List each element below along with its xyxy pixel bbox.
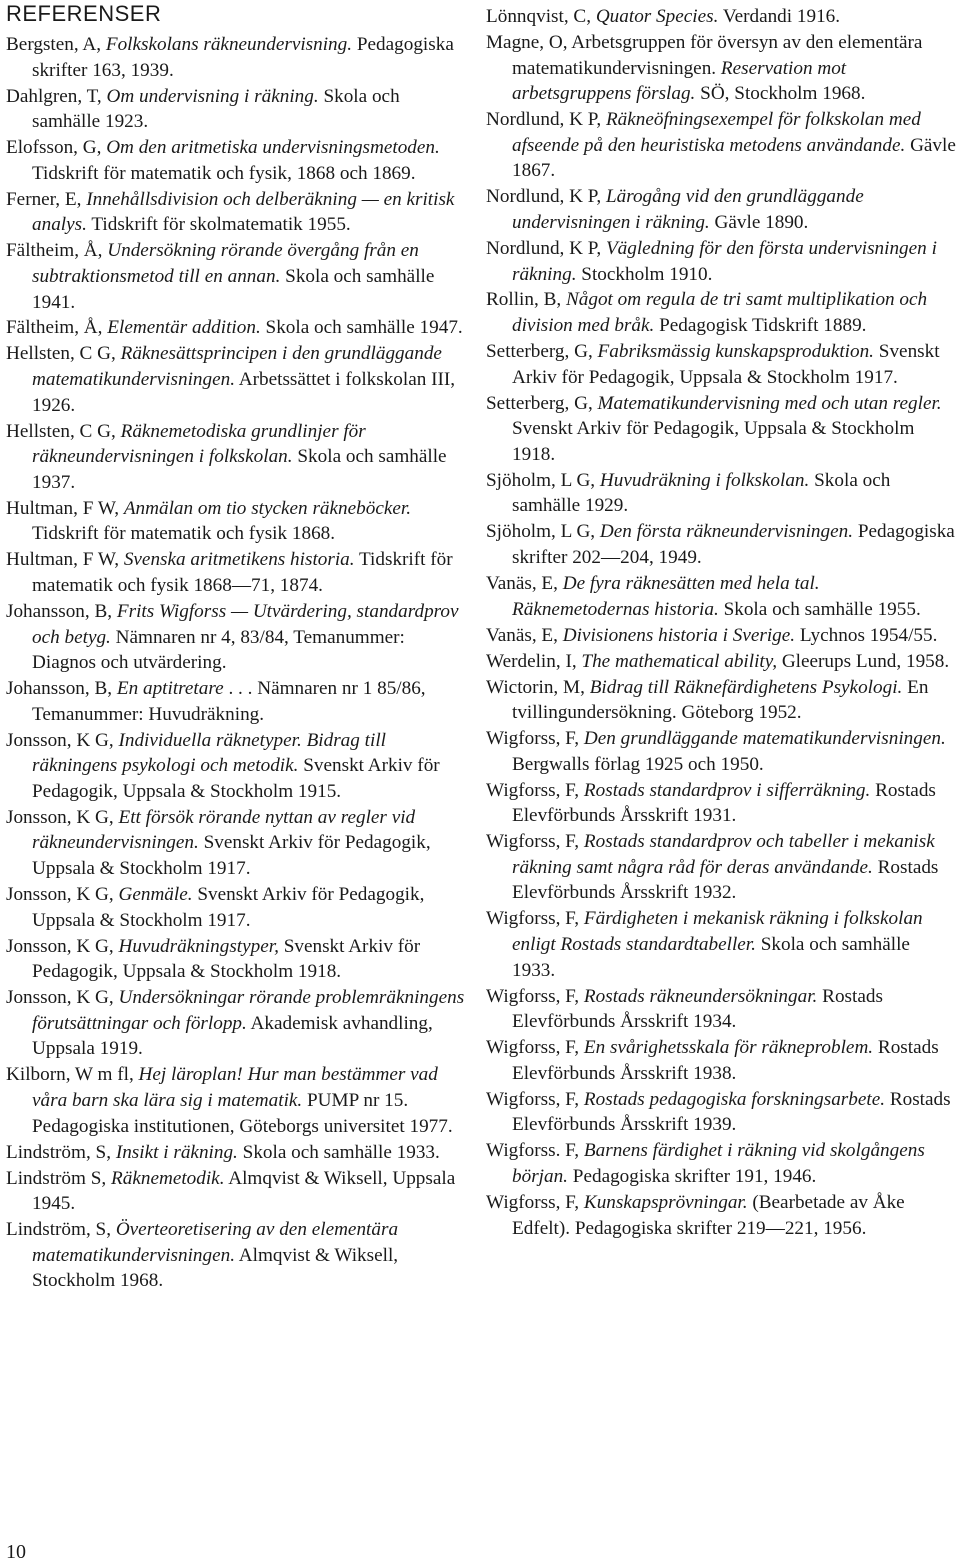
- reference-source: Skola och samhälle 1933.: [512, 934, 910, 981]
- reference-author: Wigforss, F,: [486, 1088, 584, 1110]
- reference-title: Divisionens historia i Sverige.: [562, 624, 796, 646]
- reference-source: Rostads Elevförbunds Årsskrift 1934.: [512, 985, 883, 1033]
- reference-author: Wigforss, F,: [486, 728, 584, 750]
- reference-author: Fältheim, Å,: [6, 240, 108, 262]
- reference-source: Gleerups Lund, 1958.: [777, 650, 950, 672]
- reference-source: Gävle 1890.: [709, 211, 809, 233]
- reference-title: Huvudräkning i folkskolan.: [599, 469, 810, 491]
- reference-entry: [6, 187, 472, 238]
- reference-author: Setterberg, G,: [486, 341, 598, 363]
- reference-author: Fältheim, Å,: [6, 317, 108, 339]
- reference-entry: [6, 882, 472, 933]
- reference-title: Om den aritmetiska undervisningsmetoden.: [106, 137, 440, 159]
- reference-entry: [486, 1035, 956, 1086]
- reference-author: Nordlund, K P,: [486, 109, 606, 131]
- reference-title: Quator Species.: [595, 6, 719, 27]
- reference-title: Lärogång vid den grundläggande undervisningen i räkning.: [512, 186, 864, 233]
- reference-title: Genmäle.: [118, 884, 193, 906]
- reference-source: Gävle 1867.: [512, 134, 956, 182]
- reference-author: Vanäs, E,: [486, 572, 563, 594]
- reference-source: Skola och samhälle 1923.: [32, 85, 400, 133]
- reference-author: Sjöholm, L G,: [486, 521, 600, 543]
- reference-entry: [486, 287, 956, 338]
- reference-source: Almqvist & Wiksell, Uppsala 1945.: [32, 1167, 456, 1215]
- reference-entry: [486, 726, 956, 777]
- reference-title: Folkskolans räkneundervisning.: [105, 34, 353, 55]
- reference-entry: [6, 1062, 472, 1139]
- reference-title: Elementär addition.: [107, 317, 261, 339]
- reference-source: Pedagogiska skrifter 163, 1939.: [32, 34, 454, 81]
- reference-source: Rostads Elevförbunds Årsskrift 1939.: [512, 1088, 951, 1136]
- reference-source: PUMP nr 15. Pedagogiska institutionen, Göteborgs universitet 1977.: [32, 1089, 453, 1137]
- reference-title: Frits Wigforss — Utvärdering, standardprov och betyg.: [32, 600, 459, 648]
- page-title: REFERENSER: [6, 1, 162, 26]
- reference-title: Rostads standardprov i sifferräkning.: [583, 779, 871, 801]
- reference-source: Tidskrift för matematik och fysik, 1868 och 1869.: [32, 162, 416, 184]
- reference-title: Barnens färdighet i räkning vid skolgångens början.: [512, 1140, 925, 1187]
- reference-entry: [6, 599, 472, 676]
- reference-source: En tvillingundersökning. Göteborg 1952.: [512, 676, 929, 724]
- reference-entry: [6, 934, 472, 985]
- reference-source: Skola och samhälle 1955.: [718, 598, 921, 620]
- reference-title: Anmälan om tio stycken räkneböcker.: [123, 497, 412, 519]
- reference-entry: [486, 1087, 956, 1138]
- reference-entry: [6, 135, 472, 186]
- reference-source: SÖ, Stockholm 1968.: [695, 83, 866, 105]
- reference-source: Svenskt Arkiv för Pedagogik, Uppsala & Stockholm 1917.: [512, 341, 940, 388]
- reference-source: Tidskrift för matematik och fysik 1868—71, 1874.: [32, 549, 453, 596]
- reference-entry: [486, 984, 956, 1035]
- reference-title: Räknemetodik.: [111, 1167, 225, 1189]
- reference-entry: [486, 778, 956, 829]
- reference-entry: [6, 32, 472, 83]
- reference-author: Jonsson, K G,: [6, 884, 119, 906]
- reference-author: Wigforss, F,: [486, 779, 584, 801]
- reference-title: Rostads standardprov och tabeller i mekanisk räkning samt några råd för deras användande.: [512, 831, 935, 878]
- reference-entry: [6, 985, 472, 1062]
- reference-column-right: [486, 4, 956, 1241]
- reference-author: Lindström, S,: [6, 1219, 116, 1241]
- reference-source: Svenskt Arkiv för Pedagogik, Uppsala & Stockholm 1918.: [512, 418, 915, 465]
- reference-author: Wigforss, F,: [486, 1191, 584, 1213]
- reference-author: Magne, O, Arbetsgruppen för översyn av den elementära matematikundervisningen.: [486, 31, 923, 79]
- reference-entry: [6, 1217, 472, 1294]
- reference-entry: [6, 1140, 472, 1166]
- reference-author: Hultman, F W,: [6, 549, 124, 571]
- reference-source: Lychnos 1954/55.: [795, 624, 938, 646]
- reference-source: Skola och samhälle 1941.: [32, 265, 435, 313]
- reference-source: Pedagogiska skrifter 191, 1946.: [567, 1165, 817, 1187]
- reference-source: Skola och samhälle 1933.: [237, 1141, 440, 1163]
- reference-source: (Bearbetade av Åke Edfelt). Pedagogiska skrifter 219—221, 1956.: [512, 1191, 905, 1239]
- reference-source: Svenskt Arkiv för Pedagogik, Uppsala & Stockholm 1917.: [32, 832, 431, 880]
- reference-entry: [486, 1190, 956, 1241]
- reference-author: Kilborn, W m fl,: [6, 1064, 139, 1086]
- reference-author: Ferner, E,: [6, 188, 87, 210]
- reference-entry: [486, 4, 956, 30]
- reference-entry: [486, 391, 956, 468]
- reference-author: Jonsson, K G,: [6, 935, 119, 957]
- reference-author: Rollin, B,: [486, 289, 566, 311]
- reference-author: Wigforss, F,: [486, 908, 584, 930]
- reference-author: Hultman, F W,: [6, 497, 124, 519]
- reference-source: Stockholm 1910.: [576, 263, 713, 285]
- reference-title: Innehållsdivision och delberäkning — en kritisk analys.: [32, 188, 455, 236]
- reference-title: En aptitretare: [116, 678, 224, 700]
- reference-author: Wigforss, F,: [486, 985, 584, 1007]
- reference-entry: [6, 419, 472, 496]
- reference-source: Arbetssättet i folkskolan III, 1926.: [32, 369, 456, 416]
- reference-entry: [6, 547, 472, 598]
- reference-entry: [486, 571, 956, 622]
- reference-source: Pedagogisk Tidskrift 1889.: [654, 315, 867, 337]
- reference-title: Reservation mot arbetsgruppens förslag.: [512, 57, 847, 105]
- reference-author: Bergsten, A,: [6, 34, 106, 55]
- reference-author: Lindström S,: [6, 1167, 112, 1189]
- reference-entry: [6, 341, 472, 418]
- reference-title: Om undervisning i räkning.: [106, 85, 319, 107]
- reference-author: Hellsten, C G,: [6, 420, 121, 442]
- reference-title: The mathematical ability,: [581, 650, 778, 672]
- reference-source: Skola och samhälle 1929.: [512, 469, 891, 517]
- reference-title: Något om regula de tri samt multiplikation och division med bråk.: [512, 289, 928, 337]
- reference-author: Lindström, S,: [6, 1141, 116, 1163]
- reference-source: Almqvist & Wiksell, Stockholm 1968.: [32, 1244, 399, 1292]
- reference-author: Nordlund, K P,: [486, 237, 606, 259]
- reference-source: Tidskrift för matematik och fysik 1868.: [32, 523, 336, 545]
- reference-entry: [486, 519, 956, 570]
- reference-author: Lönnqvist, C,: [486, 6, 596, 27]
- reference-title: Undersökning rörande övergång från en subtraktionsmetod till en annan.: [32, 240, 419, 287]
- reference-author: Vanäs, E,: [486, 624, 563, 646]
- reference-source: Rostads Elevförbunds Årsskrift 1931.: [512, 779, 936, 827]
- reference-title: Huvudräkningstyper,: [118, 935, 279, 957]
- reference-title: Svenska aritmetikens historia.: [123, 549, 355, 571]
- reference-author: Wigforss, F,: [486, 831, 584, 853]
- reference-entry: [486, 829, 956, 906]
- page-number: 10: [6, 1541, 26, 1563]
- reference-author: Jonsson, K G,: [6, 729, 119, 751]
- reference-entry: [486, 649, 956, 675]
- reference-title: Hej läroplan! Hur man bestämmer vad våra barn ska lära sig i matematik.: [32, 1064, 438, 1111]
- reference-entry: [486, 906, 956, 983]
- reference-source: Skola och samhälle 1937.: [32, 446, 447, 493]
- reference-title: Räkneöfningsexempel för folkskolan med afseende på den heuristiska metodens användande.: [512, 109, 921, 156]
- reference-title: Vägledning för den första undervisningen i räkning.: [512, 237, 937, 285]
- reference-author: Hellsten, C G,: [6, 343, 121, 365]
- reference-author: Werdelin, I,: [486, 650, 582, 672]
- reference-entry: [6, 805, 472, 882]
- reference-entry: [486, 468, 956, 519]
- reference-entry: [6, 238, 472, 315]
- reference-author: Elofsson, G,: [6, 137, 107, 159]
- reference-source: Tidskrift för skolmatematik 1955.: [86, 214, 351, 236]
- reference-source: Pedagogiska skrifter 202—204, 1949.: [512, 521, 955, 568]
- reference-entry: [486, 675, 956, 726]
- reference-title: Färdigheten i mekanisk räkning i folkskolan enligt Rostads standardtabeller.: [512, 908, 923, 956]
- reference-title: Matematikundervisning med och utan regler.: [597, 392, 942, 414]
- reference-entry: [6, 1166, 472, 1217]
- reference-title: Fabriksmässig kunskapsproduktion.: [597, 341, 874, 363]
- reference-author: Sjöholm, L G,: [486, 469, 600, 491]
- reference-column-left: [6, 32, 472, 1294]
- reference-entry: [486, 339, 956, 390]
- reference-entry: [486, 107, 956, 184]
- reference-author: Johansson, B,: [6, 678, 117, 700]
- reference-title: Den första räkneundervisningen.: [599, 521, 854, 543]
- reference-title: De fyra räknesätten med hela tal. Räknemetodernas historia.: [512, 572, 820, 620]
- reference-title: Räknesättsprincipen i den grundläggande matematikundervisningen.: [32, 343, 442, 391]
- reference-entry: [6, 728, 472, 805]
- reference-entry: [486, 184, 956, 235]
- reference-source: Svenskt Arkiv för Pedagogik, Uppsala & Stockholm 1918.: [32, 935, 421, 983]
- reference-entry: [486, 236, 956, 287]
- reference-source: Rostads Elevförbunds Årsskrift 1938.: [512, 1037, 939, 1084]
- reference-entry: [486, 30, 956, 107]
- reference-author: Jonsson, K G,: [6, 806, 119, 828]
- reference-entry: [6, 496, 472, 547]
- reference-title: Rostads räkneundersökningar.: [583, 985, 818, 1007]
- reference-entry: [6, 315, 472, 341]
- reference-author: Dahlgren, T,: [6, 85, 107, 107]
- reference-author: Wigforss. F,: [486, 1140, 584, 1162]
- reference-source: Verdandi 1916.: [718, 6, 841, 27]
- reference-entry: [6, 84, 472, 135]
- reference-author: Wigforss, F,: [486, 1037, 584, 1059]
- reference-source: Nämnaren nr 4, 83/84, Temanummer: Diagnos och utvärdering.: [32, 626, 405, 674]
- reference-title: Den grundläggande matematikundervisningen.: [583, 728, 946, 750]
- reference-author: Jonsson, K G,: [6, 987, 119, 1009]
- reference-title: Bidrag till Räknefärdighetens Psykologi.: [589, 676, 903, 698]
- reference-source: Bergwalls förlag 1925 och 1950.: [512, 753, 764, 775]
- reference-source: Rostads Elevförbunds Årsskrift 1932.: [512, 856, 939, 904]
- reference-source: Skola och samhälle 1947.: [260, 317, 463, 339]
- reference-author: Nordlund, K P,: [486, 186, 606, 208]
- reference-source: Svenskt Arkiv för Pedagogik, Uppsala & Stockholm 1917.: [32, 884, 425, 931]
- reference-title: Kunskapsprövningar.: [583, 1191, 748, 1213]
- reference-title: Undersökningar rörande problemräkningens förutsättningar och förlopp.: [32, 987, 465, 1034]
- reference-entry: [486, 1138, 956, 1189]
- reference-author: Wictorin, M,: [486, 676, 590, 698]
- reference-title: Överteoretisering av den elementära matematikundervisningen.: [32, 1219, 399, 1266]
- reference-source: Svenskt Arkiv för Pedagogik, Uppsala & Stockholm 1915.: [32, 755, 440, 802]
- reference-source: Akademisk avhandling, Uppsala 1919.: [32, 1012, 433, 1060]
- reference-title: En svårighetsskala för räkneproblem.: [583, 1037, 874, 1059]
- reference-title: Individuella räknetyper. Bidrag till räkningens psykologi och metodik.: [32, 729, 386, 777]
- reference-title: Rostads pedagogiska forskningsarbete.: [583, 1088, 886, 1110]
- reference-source: . . . Nämnaren nr 1 85/86, Temanummer: Huvudräkning.: [32, 678, 426, 725]
- reference-title: Ett försök rörande nyttan av regler vid räkneundervisningen.: [32, 806, 416, 854]
- reference-author: Setterberg, G,: [486, 392, 598, 414]
- reference-title: Räknemetodiska grundlinjer för räkneundervisningen i folkskolan.: [32, 420, 366, 468]
- reference-entry: [486, 623, 956, 649]
- reference-entry: [6, 676, 472, 727]
- reference-title: Insikt i räkning.: [115, 1141, 238, 1163]
- reference-author: Johansson, B,: [6, 600, 117, 622]
